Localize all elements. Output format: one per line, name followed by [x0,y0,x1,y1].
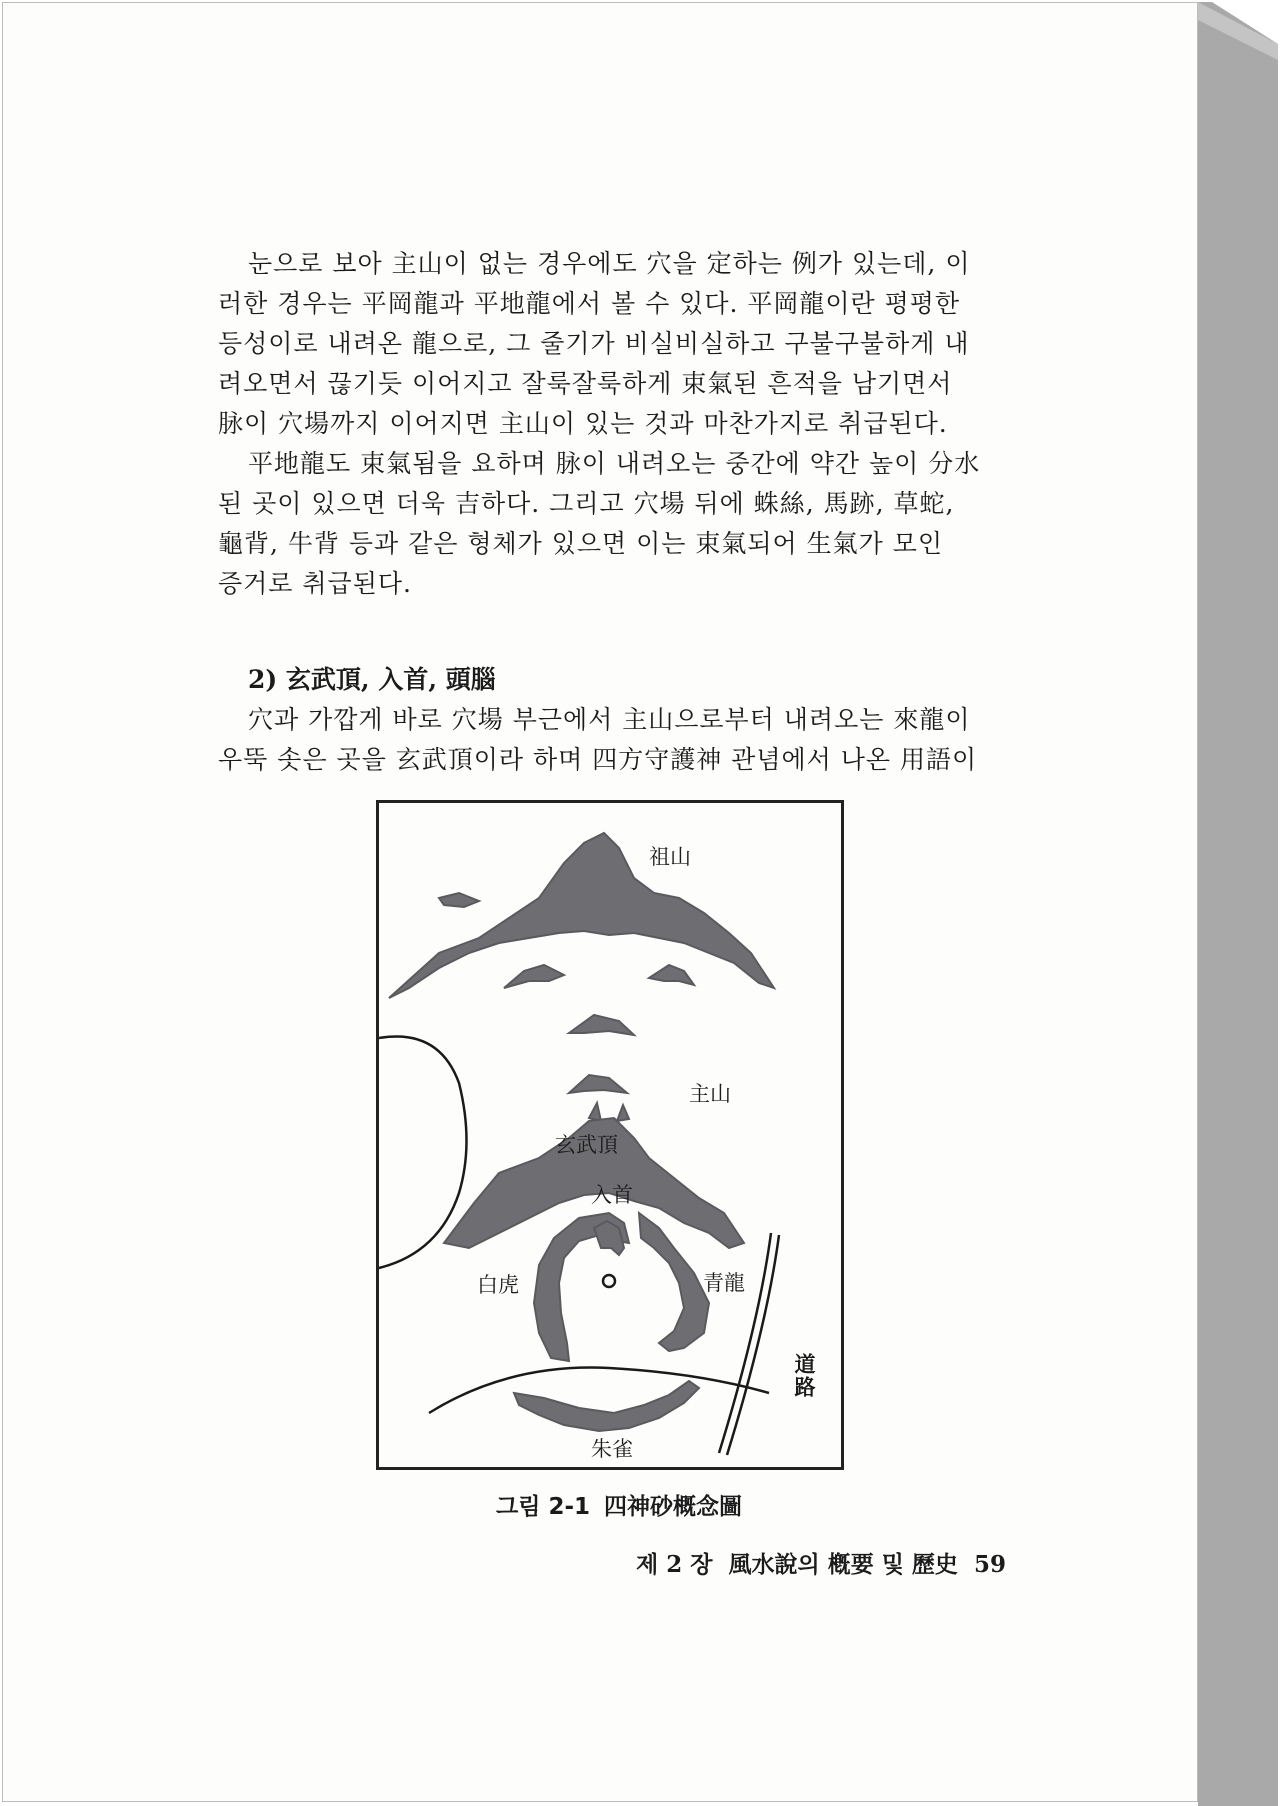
site-marker [603,1275,615,1287]
connector-mark-left [589,1103,601,1121]
paragraph-1-line-5: 脉이 穴場까지 이어지면 主山이 있는 것과 마찬가지로 취급된다. [218,409,948,438]
blue-dragon-arm [639,1213,709,1351]
label-hyeonmu-peak: 玄武頂 [555,1133,618,1157]
front-stream [429,1368,769,1413]
paragraph-3 [218,700,1040,780]
footer-chapter: 제 2 장 [636,1551,713,1578]
label-main-mountain: 主山 [689,1082,731,1106]
road-line-1 [719,1233,771,1453]
label-blue-dragon: 青龍 [703,1271,745,1295]
paragraph-3-line-2: 우뚝 솟은 곳을 玄武頂이라 하며 四方守護神 관념에서 나온 用語이 [218,745,978,774]
left-ridge-fragment [439,893,479,907]
paragraph-1-line-2: 러한 경우는 平岡龍과 平地龍에서 볼 수 있다. 平岡龍이란 평평한 [218,289,961,318]
connector-mark-right [617,1105,629,1121]
paragraph-1-line-4: 려오면서 끊기듯 이어지고 잘룩잘룩하게 束氣된 흔적을 남기면서 [218,369,953,398]
section-heading: 2) 玄武頂, 入首, 頭腦 [248,665,496,694]
figure-title: 四神砂概念圖 [604,1494,742,1520]
page-number: 59 [973,1551,1006,1578]
running-footer [636,1546,1022,1579]
paragraph-2-line-1: 平地龍도 束氣됨을 요하며 脉이 내려오는 중간에 약간 높이 分水 [248,449,981,478]
paragraph-2-line-4: 증거로 취급된다. [218,569,412,598]
four-guardians-diagram [376,800,844,1470]
paragraph-2-line-2: 된 곳이 있으면 더욱 吉하다. 그리고 穴場 뒤에 蛛絲, 馬跡, 草蛇, [218,489,955,518]
paragraph-2-line-3: 龜背, 牛背 등과 같은 형체가 있으면 이는 束氣되어 生氣가 모인 [218,529,944,558]
figure-caption [496,1488,756,1521]
ancestor-mountain-range [389,833,774,998]
label-ancestor-mountain: 祖山 [649,845,691,869]
small-peak-left [504,965,564,988]
footer-title: 風水說의 槪要 및 歷史 [728,1551,958,1578]
middle-peak-lower [569,1075,627,1093]
paragraph-1-line-1: 눈으로 보아 主山이 없는 경우에도 穴을 定하는 例가 있는데, 이 [248,249,971,278]
label-white-tiger: 白虎 [477,1273,519,1297]
vermilion-bird-band [514,1381,699,1431]
small-peak-right [649,965,694,985]
middle-peak [569,1015,634,1035]
paragraph-1-line-3: 등성이로 내려온 龍으로, 그 줄기가 비실비실하고 구불구불하게 내 [218,329,970,358]
paragraph-1 [218,244,1040,604]
label-vermilion-bird: 朱雀 [591,1437,633,1461]
paragraph-3-line-1: 穴과 가깝게 바로 穴場 부근에서 主山으로부터 내려오는 來龍이 [248,705,971,734]
label-road: 道路 [792,1353,816,1399]
label-ipsu: 入首 [591,1183,633,1207]
figure-number: 그림 2-1 [496,1494,590,1520]
